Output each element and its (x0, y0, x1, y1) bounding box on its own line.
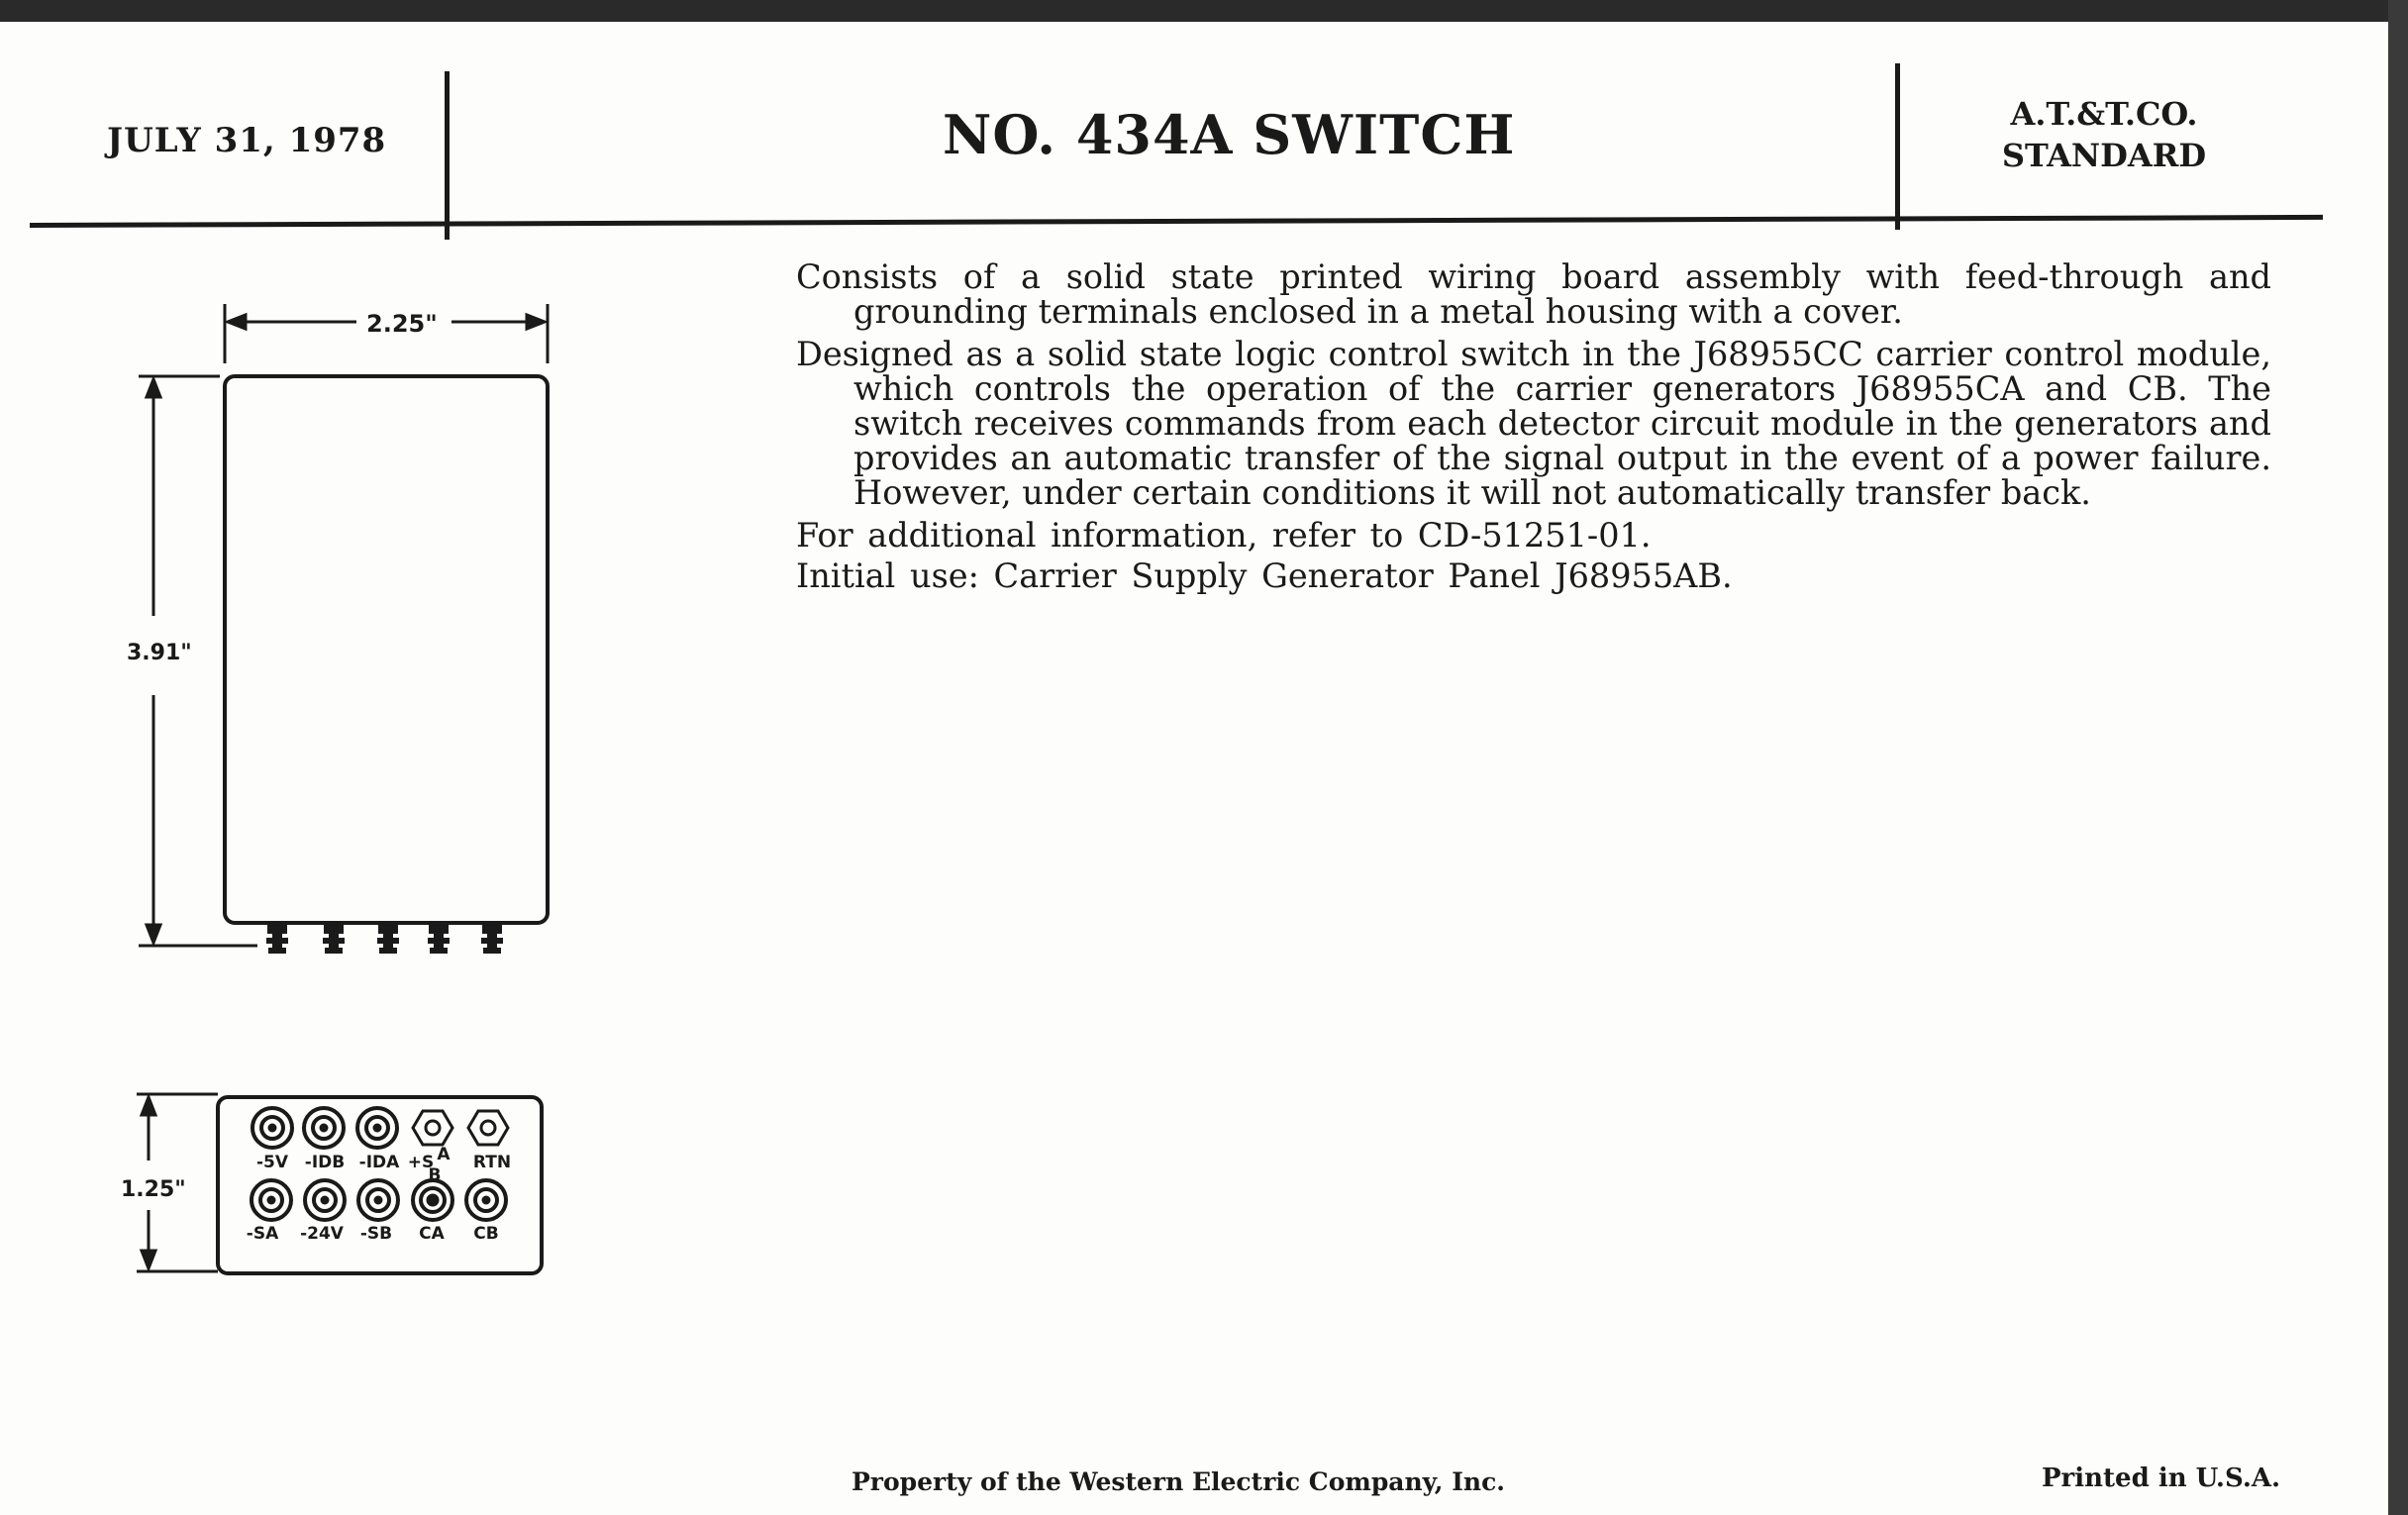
housing-outline (225, 376, 548, 923)
reference-line: For additional information, refer to CD-51251-01. (796, 516, 1652, 555)
printed-in: Printed in U.S.A. (2042, 1464, 2281, 1493)
description-paragraph: Designed as a solid state logic control switch in the J68955CC carrier control module, which controls the operation of the carrier generators J68955CA and CB. The switch receives commands from each detector circuit module in the generators and provides an automatic transfer of the signal output in the event of a power failure. However, under certain conditions it will not automatically transfer back. (796, 335, 2271, 512)
switch-drawing (0, 22, 594, 1309)
width-label: 2.25" (366, 310, 438, 338)
connectors-bottom-row (251, 1180, 506, 1220)
terminal-posts (267, 925, 502, 953)
terminal-label: -24V (300, 1224, 344, 1244)
initial-use-line: Initial use: Carrier Supply Generator Panel J68955AB. (796, 556, 1733, 595)
scan-edge-right (2388, 0, 2408, 1515)
header-divider-right (1895, 63, 1900, 230)
terminal-label: -IDB (304, 1153, 346, 1172)
issue-date: JULY 31, 1978 (107, 121, 387, 160)
height-label: 3.91" (127, 641, 192, 665)
standard-line-2: STANDARD (2001, 137, 2207, 174)
connectors-bottom-labels (247, 1224, 499, 1244)
terminal-label: CA (419, 1224, 445, 1244)
spec-card (0, 22, 2388, 1515)
terminal-label: -SB (359, 1224, 393, 1244)
standard-label (1990, 93, 2218, 176)
terminal-label: -SA (246, 1224, 279, 1244)
terminal-label: RTN (472, 1153, 512, 1172)
terminal-label-extra: A (437, 1145, 451, 1164)
page-title: NO. 434A SWITCH (943, 103, 1516, 166)
standard-line-1: A.T.&T.CO. (2010, 95, 2198, 133)
description-paragraph: Consists of a solid state printed wiring board assembly with feed-through and grounding terminals enclosed in a metal housing with a cover. (796, 257, 2271, 331)
property-notice: Property of the Western Electric Company, Inc. (852, 1467, 1506, 1496)
terminal-label: +S (407, 1153, 435, 1172)
depth-label: 1.25" (121, 1177, 186, 1202)
terminal-label: CB (473, 1224, 499, 1244)
terminal-label-extra: B (428, 1165, 442, 1185)
connectors-top-row (252, 1108, 508, 1148)
description (796, 259, 2271, 599)
terminal-label: -5V (255, 1153, 289, 1172)
terminal-label: -IDA (358, 1153, 400, 1172)
